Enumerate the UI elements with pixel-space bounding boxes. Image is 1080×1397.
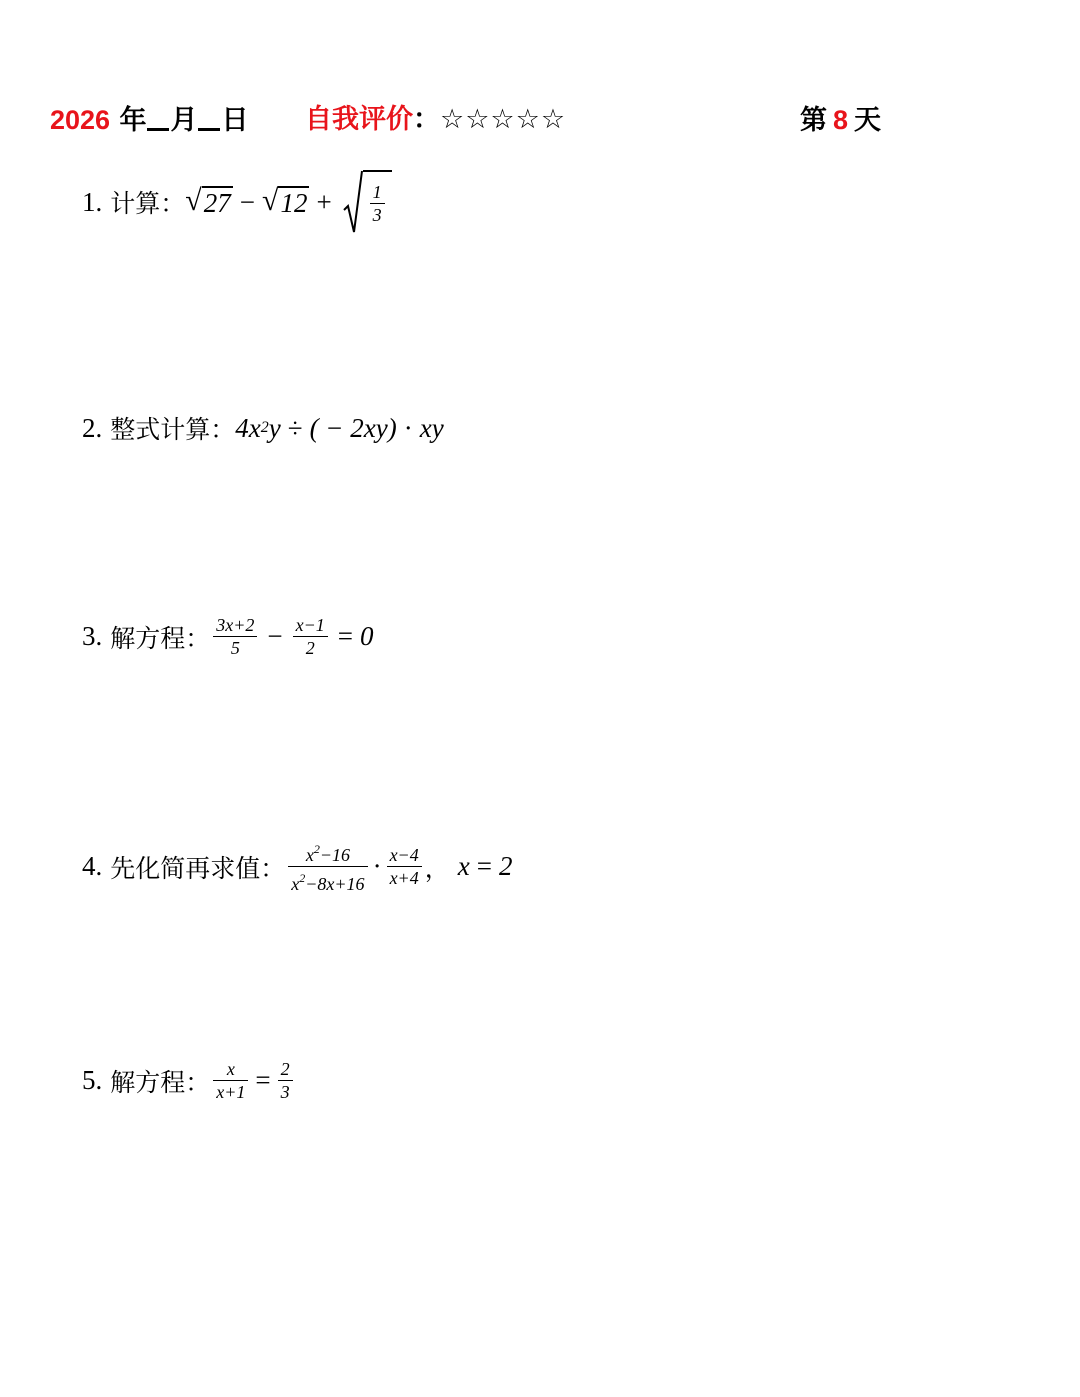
plus-operator: +: [316, 186, 332, 217]
day-prefix: 第: [800, 105, 827, 136]
fraction-1: [213, 1058, 248, 1103]
base: x: [305, 845, 314, 865]
fraction-numerator: x−1: [295, 615, 325, 635]
question-number: 5.: [82, 1065, 103, 1095]
fraction-1: [213, 614, 257, 659]
year-suffix: 年: [119, 105, 147, 136]
fraction: [370, 181, 385, 226]
fraction-denominator: 3: [280, 1082, 290, 1102]
day-number: 8: [833, 105, 849, 135]
question-5: [82, 1058, 296, 1103]
exponent: 2: [260, 419, 269, 436]
radical-sign: √: [261, 184, 279, 217]
paren-term: ( − 2xy): [309, 412, 397, 443]
fraction-2: [293, 614, 328, 659]
day-suffix: 日: [221, 105, 249, 136]
question-number: 3.: [82, 621, 103, 651]
fraction-denominator: x+4: [389, 868, 419, 888]
question-3: [82, 614, 374, 659]
condition-variable: x: [457, 851, 470, 881]
self-evaluation: [305, 100, 566, 140]
divide-operator: ÷: [287, 412, 303, 443]
dot-operator: ·: [372, 851, 382, 881]
self-eval-colon: ：: [413, 104, 440, 135]
self-eval-label: 自我评价: [305, 104, 413, 135]
fraction-denominator: 5: [230, 638, 240, 658]
question-label: 计算：: [110, 189, 186, 218]
question-2: [82, 410, 444, 446]
rhs-value: 0: [360, 621, 374, 651]
fraction-2: [278, 1058, 293, 1103]
fraction-numerator: 2: [280, 1059, 290, 1079]
dot-operator: ·: [403, 412, 413, 443]
fraction-numerator: [303, 838, 353, 866]
page-header: [0, 100, 1080, 144]
sqrt-fraction: [343, 170, 392, 234]
radicand: 27: [203, 188, 231, 218]
day-counter: [800, 100, 881, 141]
exponent: 2: [299, 871, 306, 885]
month-suffix: 月: [170, 105, 198, 136]
rest: −8x+16: [305, 874, 365, 894]
sqrt-27: [185, 186, 232, 218]
day-blank: [198, 104, 220, 131]
question-label: 解方程：: [110, 1067, 211, 1097]
rest: −16: [319, 845, 350, 865]
term-xy: xy: [419, 412, 444, 443]
term-coefficient: 4x: [235, 412, 261, 443]
date-line: [50, 100, 248, 141]
fraction-numerator: 1: [372, 181, 382, 202]
fraction-numerator: x: [226, 1059, 235, 1079]
fraction-denominator: x+1: [216, 1082, 246, 1102]
rating-stars: ☆☆☆☆☆: [440, 104, 567, 135]
exponent: 2: [313, 842, 320, 856]
question-number: 4.: [82, 851, 103, 881]
month-blank: [147, 104, 169, 131]
minus-operator: −: [267, 621, 283, 651]
question-label: 解方程：: [110, 623, 211, 653]
question-label: 整式计算：: [110, 415, 236, 444]
equals-sign: =: [255, 1065, 271, 1095]
fraction-numerator: 3x+2: [216, 615, 255, 635]
equals-sign: =: [476, 851, 492, 881]
minus-operator: −: [239, 186, 255, 217]
sqrt-12: [262, 186, 309, 218]
year: 2026: [50, 105, 111, 135]
fraction-numerator: x−4: [389, 845, 419, 865]
base: x: [291, 874, 300, 894]
separator: ，: [424, 853, 450, 883]
fraction-denominator: 3: [372, 204, 382, 225]
fraction-denominator: [288, 867, 367, 895]
radical-sign-icon: [343, 170, 363, 234]
radicand: 12: [280, 188, 308, 218]
question-number: 2.: [82, 412, 103, 443]
fraction-denominator: 2: [305, 638, 315, 658]
question-4: [82, 838, 512, 895]
radical-sign: √: [185, 184, 202, 217]
term-rest: y: [268, 412, 281, 443]
fraction-1: [288, 838, 367, 895]
question-label: 先化简再求值：: [110, 853, 286, 883]
question-1: [82, 170, 392, 234]
condition-value: 2: [498, 851, 513, 881]
fraction-2: [387, 844, 422, 889]
question-number: 1.: [82, 186, 103, 217]
equals-sign: =: [337, 621, 354, 651]
day-suffix-label: 天: [854, 105, 882, 136]
